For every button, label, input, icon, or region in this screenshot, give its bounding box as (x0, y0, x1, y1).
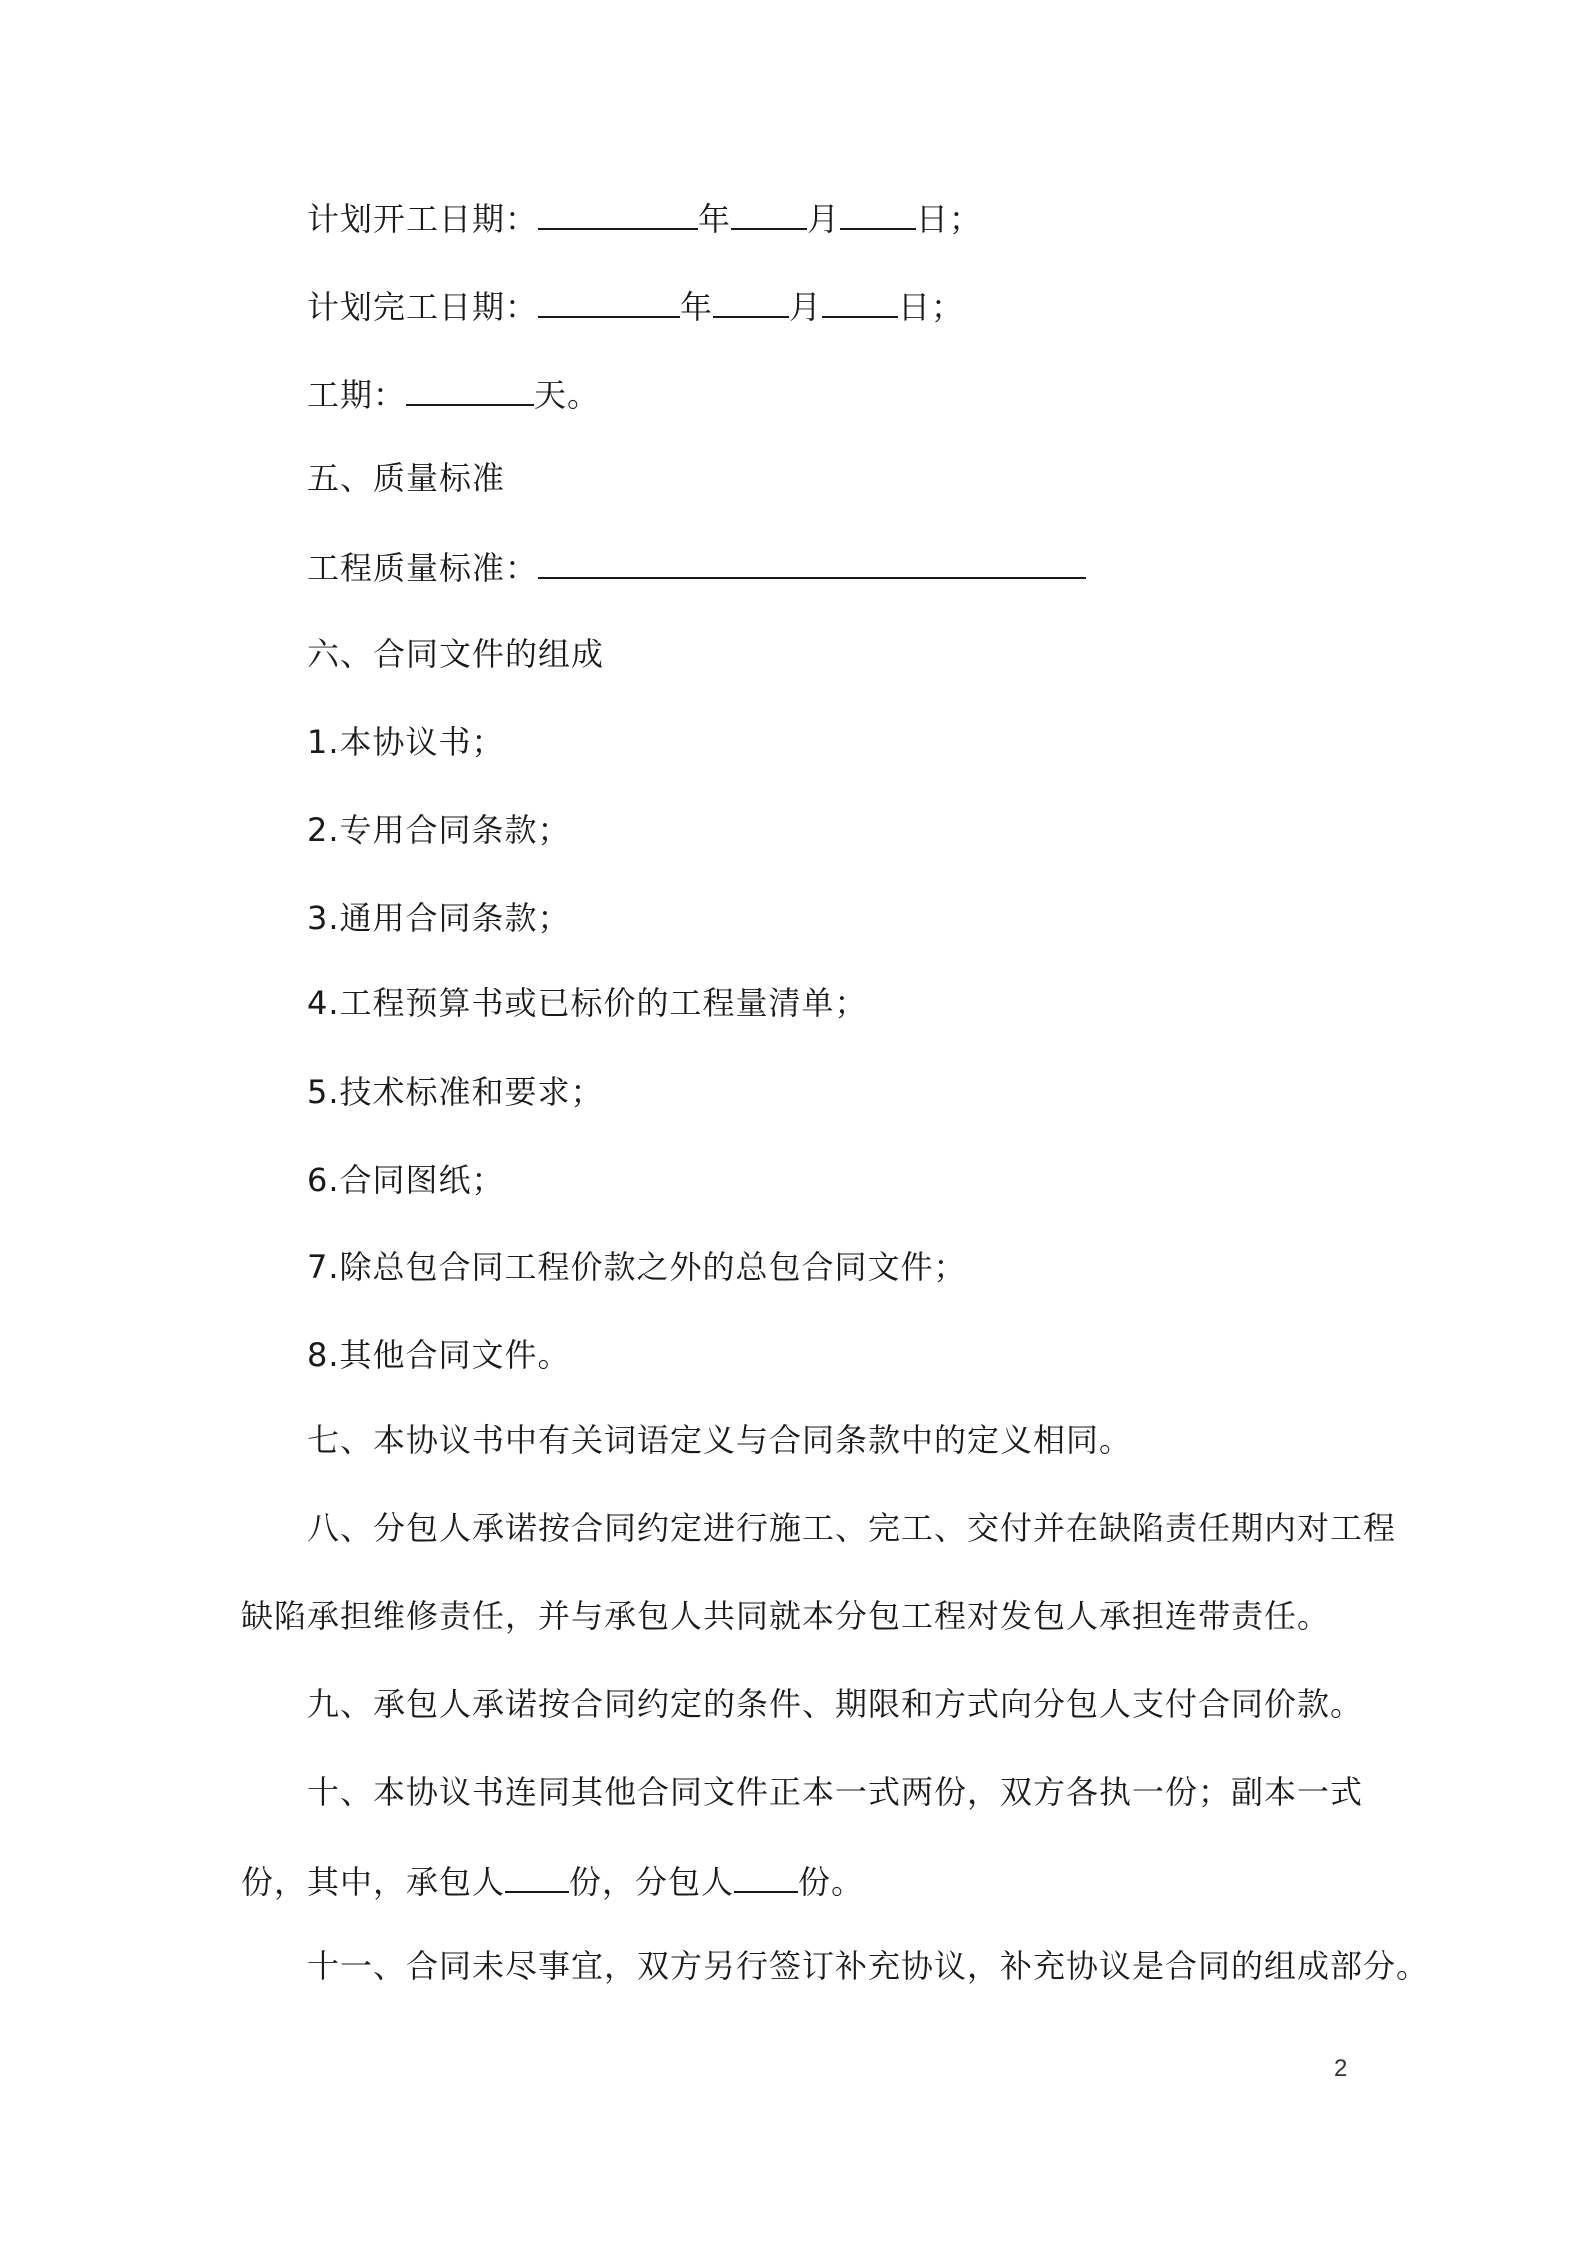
start-year-label: 年 (698, 200, 732, 238)
end-day-label: 日； (898, 288, 965, 326)
copies-middle: 份，分包人 (569, 1863, 735, 1901)
end-month-blank[interactable] (713, 282, 789, 318)
duration-blank[interactable] (406, 370, 534, 406)
contract-item: 6.合同图纸； (307, 1161, 505, 1199)
contractor-copies-blank[interactable] (505, 1857, 569, 1893)
contract-item: 2.专用合同条款； (307, 811, 571, 849)
end-day-blank[interactable] (822, 282, 898, 318)
section-7: 七、本协议书中有关词语定义与合同条款中的定义相同。 (307, 1421, 1133, 1459)
start-day-blank[interactable] (840, 194, 916, 230)
section-9: 九、承包人承诺按合同约定的条件、期限和方式向分包人支付合同价款。 (307, 1685, 1364, 1723)
start-date-label: 计划开工日期： (307, 200, 539, 238)
end-year-blank[interactable] (538, 282, 680, 318)
section-10-line-1: 十、本协议书连同其他合同文件正本一式两份，双方各执一份；副本一式 (307, 1773, 1364, 1811)
section-5-heading: 五、质量标准 (307, 459, 506, 497)
section-10-line-2 (241, 1857, 864, 1904)
end-month-label: 月 (789, 288, 823, 326)
start-month-label: 月 (807, 200, 841, 238)
end-date-label: 计划完工日期： (307, 288, 539, 326)
quality-standard-line (307, 543, 1086, 590)
contract-item: 3.通用合同条款； (307, 899, 571, 937)
contract-item: 1.本协议书； (307, 723, 505, 761)
copies-suffix: 份。 (798, 1863, 865, 1901)
quality-standard-label: 工程质量标准： (307, 549, 539, 587)
contract-item: 8.其他合同文件。 (307, 1336, 571, 1374)
page-number: 2 (1334, 2055, 1348, 2082)
contract-item: 7.除总包合同工程价款之外的总包合同文件； (307, 1248, 967, 1286)
quality-standard-blank[interactable] (538, 543, 1086, 579)
duration-label: 工期： (307, 376, 407, 414)
copies-prefix: 份，其中，承包人 (241, 1863, 506, 1901)
section-11: 十一、合同未尽事宜，双方另行签订补充协议，补充协议是合同的组成部分。 (307, 1947, 1430, 1985)
contract-item: 4.工程预算书或已标价的工程量清单； (307, 984, 868, 1022)
start-day-label: 日； (916, 200, 983, 238)
start-month-blank[interactable] (731, 194, 807, 230)
section-6-heading: 六、合同文件的组成 (307, 635, 605, 673)
end-year-label: 年 (680, 288, 714, 326)
end-date-line (307, 282, 964, 329)
start-date-line (307, 194, 982, 241)
duration-unit: 天。 (534, 376, 601, 414)
subcontractor-copies-blank[interactable] (734, 1857, 798, 1893)
section-8-line-2: 缺陷承担维修责任，并与承包人共同就本分包工程对发包人承担连带责任。 (241, 1597, 1331, 1635)
duration-line (307, 370, 600, 417)
contract-item: 5.技术标准和要求； (307, 1073, 604, 1111)
start-year-blank[interactable] (538, 194, 698, 230)
section-8-line-1: 八、分包人承诺按合同约定进行施工、完工、交付并在缺陷责任期内对工程 (307, 1509, 1397, 1547)
